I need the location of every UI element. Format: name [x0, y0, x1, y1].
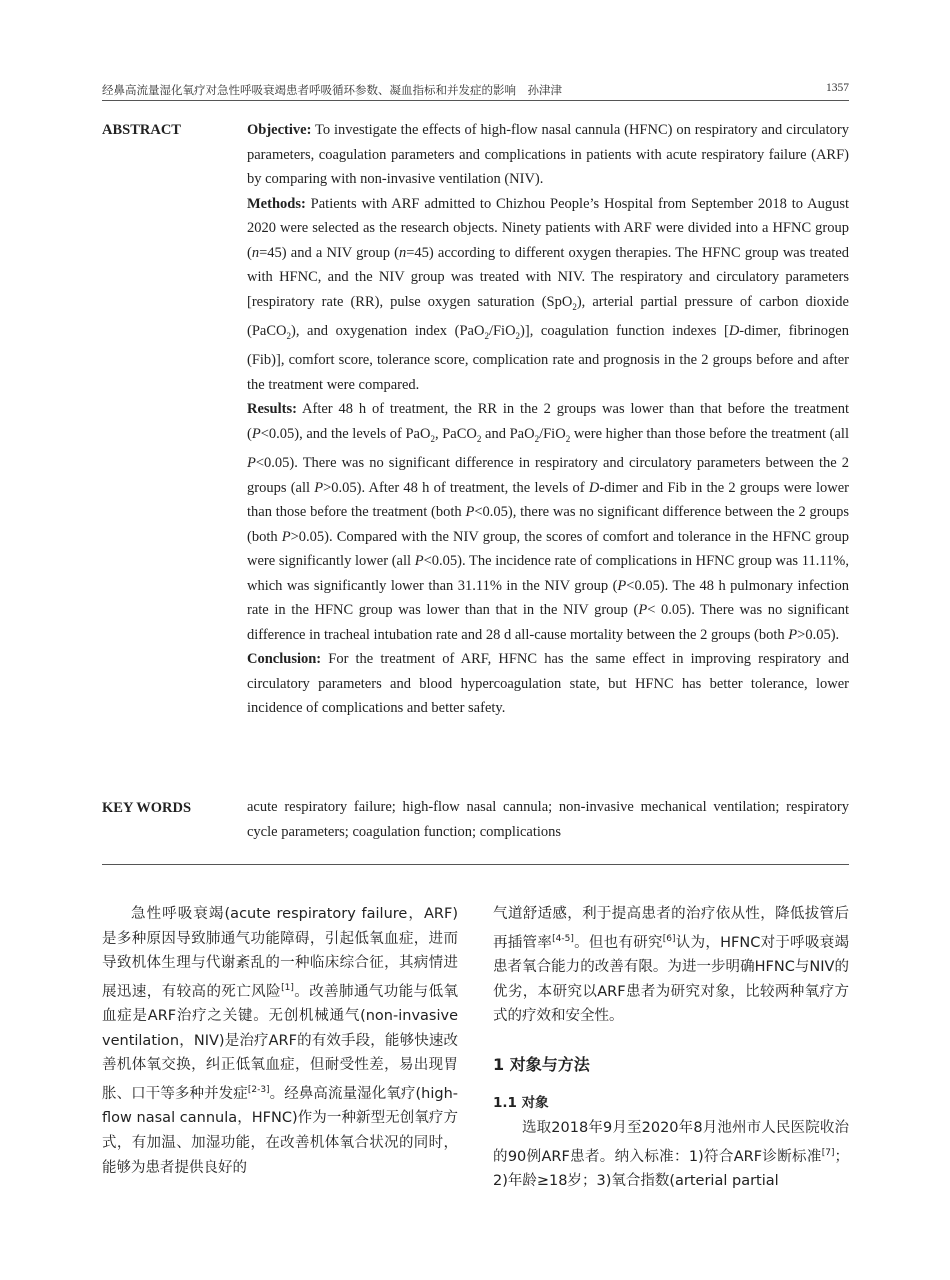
- intro-paragraph-part2: 气道舒适感，利于提高患者的治疗依从性，降低拔管后再插管率[4-5]。但也有研究[6]认为，HFNC对于呼吸衰竭患者氧合能力的改善有限。为进一步明确HFNC与NIV的优劣，本研究以ARF患者为研究对象，比较两种氧疗方式的疗效和安全性。: [493, 906, 850, 1025]
- header-rule: [102, 100, 849, 101]
- keywords-label: KEY WORDS: [102, 800, 192, 816]
- section-heading-1-1: 1.1 对象: [493, 1095, 549, 1112]
- intro-paragraph-part1: 急性呼吸衰竭(acute respiratory failure，ARF)是多种原因导致肺通气功能障碍，引起低氧血症，进而导致机体生理与代谢紊乱的一种临床综合征，其病情进展迅速，有较高的死亡风险[1]。改善肺通气功能与低氧血症是ARF治疗之关键。无创机械通气(non-invasive ventilation，NIV)是治疗ARF的有效手段，能够快速改善机体氧交换，纠正低氧血症，但耐受性差，易出现胃胀、口干等多种并发症[2-3]。经鼻高流量湿化氧疗(high-flow nasal cannula，HFNC)作为一种新型无创氧疗方式，有加温、加湿功能，在改善机体氧合状况的同时，能够为患者提供良好的: [102, 906, 459, 1176]
- body-column-left: [102, 902, 458, 1180]
- running-header: [102, 80, 849, 102]
- abstract-methods: Methods: Patients with ARF admitted to Chizhou People’s Hospital from September 2018 to August 2020 were selected as the research objects. Ninety patients with ARF were divided into a HFNC group (n=45) and a NIV group (n=45) according to different oxygen therapies. The HFNC group was treated with HFNC, and the NIV group was treated with NIV. The respiratory and circulatory parameters [respiratory rate (RR), pulse oxygen saturation (SpO$_2$), arterial partial pressure of carbon dioxide (PaCO$_2$), and oxygenation index (PaO$_2$/FiO$_2$)], coagulation function indexes [D-dimer, fibrinogen (Fib)], comfort score, tolerance score, complication rate and prognosis in the 2 groups before and after the treatment were compared.: [247, 195, 849, 393]
- section-heading-1: 1 对象与方法: [493, 1054, 590, 1074]
- abstract-body: [247, 118, 849, 721]
- section-1-1-text: 选取2018年9月至2020年8月池州市人民医院收治的90例ARF患者。纳入标准：1)符合ARF诊断标准[7]；2)年龄≥18岁；3)氧合指数(arterial partial: [493, 1119, 849, 1189]
- abstract-results: Results: After 48 h of treatment, the RR in the 2 groups was lower than that before the treatment (P<0.05), and the levels of PaO$_2$, PaCO$_2$ and PaO$_2$/FiO$_2$ were higher than those before the treatment (all P<0.05). There was no significant difference in respiratory and circulatory parameters between the 2 groups (all P>0.05). After 48 h of treatment, the levels of D-dimer and Fib in the 2 groups were lower than those before the treatment (both P<0.05), there was no significant difference between the 2 groups (both P>0.05). Compared with the NIV group, the scores of comfort and tolerance in the HFNC group were significantly lower (all P<0.05). The incidence rate of complications in HFNC group was 11.11%, which was significantly lower than 31.11% in the NIV group (P<0.05). The 48 h pulmonary infection rate in the HFNC group was lower than that in the NIV group (P< 0.05). There was no significant difference in tracheal intubation rate and 28 d all-cause mortality between the 2 groups (both P>0.05).: [247, 401, 850, 643]
- running-title: 经鼻高流量湿化氧疗对急性呼吸衰竭患者呼吸循环参数、凝血指标和并发症的影响 孙津津: [102, 85, 562, 97]
- page-number: 1357: [826, 82, 849, 94]
- section-rule: [102, 864, 849, 865]
- body-column-right: [493, 902, 849, 1194]
- abstract-label: ABSTRACT: [102, 122, 181, 138]
- abstract-conclusion: Conclusion: For the treatment of ARF, HFNC has the same effect in improving respiratory and circulatory parameters and blood hypercoagulation state, but HFNC has better tolerance, lower incidence of complications and better safety.: [247, 651, 849, 717]
- abstract-objective: Objective: To investigate the effects of high-flow nasal cannula (HFNC) on respiratory and circulatory parameters, coagulation parameters and complications in patients with acute respiratory failure (ARF) by comparing with non-invasive ventilation (NIV).: [247, 122, 849, 187]
- keywords-text: acute respiratory failure; high-flow nasal cannula; non-invasive mechanical ventilation; respiratory cycle parameters; coagulation function; complications: [247, 799, 849, 840]
